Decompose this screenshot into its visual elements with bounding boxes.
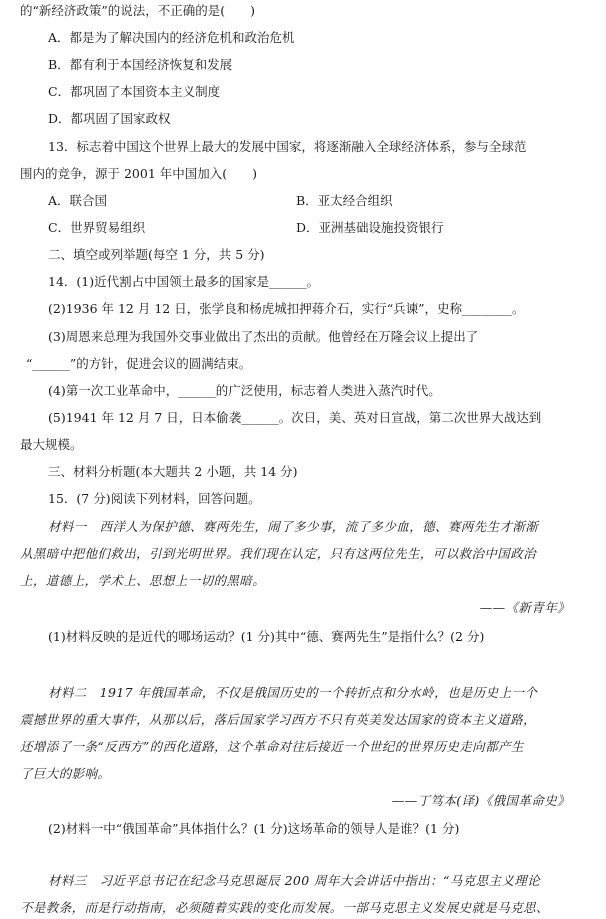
section3-heading: 三、材料分析题(本大题共 2 小题，共 14 分)	[48, 464, 298, 479]
q12-option-a: A．都是为了解决国内的经济危机和政治危机	[48, 30, 295, 45]
q14-part3-line1: (3)周恩来总理为我国外交事业做出了杰出的贡献。他曾经在万隆会议上提出了	[48, 329, 479, 344]
material2-line4: 了巨大的影响。	[20, 766, 111, 781]
q14-part2: (2)1936 年 12 月 12 日，张学良和杨虎城扣押蒋介石，实行“兵谏”，史称________。	[48, 301, 525, 316]
q12-option-d: D．都巩固了国家政权	[48, 111, 171, 126]
q13-option-d: D．亚洲基础设施投资银行	[296, 220, 444, 235]
material2-line1: 材料二 1917 年俄国革命，不仅是俄国历史的一个转折点和分水岭，也是历史上一个	[48, 685, 538, 700]
q15-part2: (2)材料一中“俄国革命”具体指什么？(1 分)这场革命的领导人是谁？(1 分)	[48, 821, 460, 836]
q13-option-a: A．联合国	[48, 193, 108, 208]
q15-part1: (1)材料反映的是近代的哪场运动？(1 分)其中“德、赛两先生”是指什么？(2 分)	[48, 629, 485, 644]
q14-part3-line2: “______”的方针，促进会议的圆满结束。	[26, 356, 252, 371]
material2-line3: 还增添了一条“反西方”的西化道路，这个革命对往后接近一个世纪的世界历史走向都产生	[20, 739, 524, 754]
q14-part5-line2: 最大规模。	[20, 437, 83, 452]
q13-option-c: C．世界贸易组织	[48, 220, 146, 235]
material1-line3: 上，道德上，学术上、思想上一切的黑暗。	[20, 573, 266, 588]
q12-stem-tail: 的“新经济政策”的说法，不正确的是( )	[20, 3, 256, 18]
q14-part5-line1: (5)1941 年 12 月 7 日，日本偷袭______。次日，美、英对日宣战，第二次世界大战达到	[48, 410, 542, 425]
q15-intro: 15．(7 分)阅读下列材料，回答问题。	[48, 491, 261, 506]
material3-line1: 材料三 习近平总书记在纪念马克思诞辰 200 周年大会讲话中指出：“马克思主义理论	[48, 873, 541, 888]
q12-option-c: C．都巩固了本国资本主义制度	[48, 84, 221, 99]
q14-part1: 14．(1)近代割占中国领土最多的国家是______。	[48, 274, 320, 289]
material1-source: ——《新青年》	[479, 600, 570, 615]
material3-line2: 不是教条，而是行动指南，必须随着实践的变化而发展。一部马克思主义发展史就是马克思、	[20, 900, 549, 915]
q13-option-b: B．亚太经合组织	[296, 193, 393, 208]
material2-line2: 震撼世界的重大事件，从那以后，落后国家学习西方不只有英美发达国家的资本主义道路，	[20, 712, 537, 727]
q12-option-b: B．都有利于本国经济恢复和发展	[48, 57, 233, 72]
material1-line1: 材料一 西洋人为保护德、赛两先生，闹了多少事，流了多少血，德、赛两先生才渐渐	[48, 519, 539, 534]
q14-part4: (4)第一次工业革命中，______的广泛使用，标志着人类进入蒸汽时代。	[48, 383, 441, 398]
material2-source: ——丁笃本(译)《俄国革命史》	[391, 793, 570, 808]
q13-stem-line2: 围内的竞争，源于 2001 年中国加入( )	[20, 166, 258, 181]
q13-stem-line1: 13．标志着中国这个世界上最大的发展中国家，将逐渐融入全球经济体系，参与全球范	[48, 139, 527, 154]
section2-heading: 二、填空或列举题(每空 1 分，共 5 分)	[48, 247, 265, 262]
material1-line2: 从黑暗中把他们救出，引到光明世界。我们现在认定，只有这两位先生，可以救治中国政治	[20, 546, 537, 561]
